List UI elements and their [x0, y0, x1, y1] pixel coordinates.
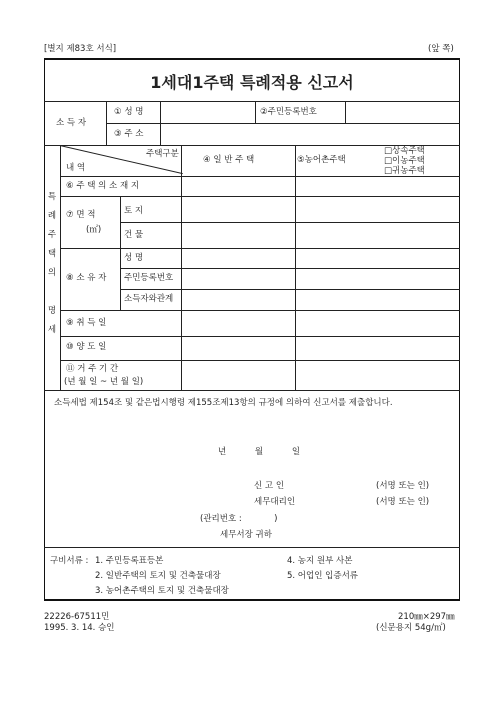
- declaration-date: 년 월 일: [218, 447, 301, 457]
- vertical-label-char: 주: [47, 230, 57, 240]
- form-title: 1세대1주택 특례적용 신고서: [150, 73, 354, 92]
- page-side: (앞 쪽): [428, 44, 454, 54]
- corner-top-label: 주택구분: [146, 149, 179, 159]
- document-item: 1. 주민등록표등본: [95, 556, 164, 566]
- acquisition-date-label: ⑨ 취 득 일: [66, 318, 107, 328]
- reporter-label: 신 고 인: [254, 481, 285, 491]
- document-item: 4. 농지 원부 사본: [287, 556, 353, 566]
- vertical-label-char: [44, 283, 60, 302]
- building-label: 건 물: [124, 230, 144, 240]
- corner-bottom-label: 내 역: [66, 163, 86, 173]
- details-vertical-label: [44, 188, 60, 340]
- vertical-label-char: 의: [47, 268, 57, 278]
- rural-option-3[interactable]: □귀농주택: [384, 166, 425, 176]
- declaration-text: 소득세법 제154조 및 같은법시행령 제155조제13항의 규정에 의하여 신고서를 제출합니다.: [54, 398, 393, 408]
- rural-option-1[interactable]: □상속주택: [384, 146, 425, 156]
- vertical-label-char: 택: [47, 249, 57, 259]
- paper-size: 210㎜×297㎜: [398, 612, 455, 622]
- agent-label: 세무대리인: [254, 497, 296, 507]
- residence-period-range: (년 월 일 ~ 년 월 일): [64, 377, 144, 387]
- address-label: ③ 주 소: [114, 129, 144, 139]
- name-field[interactable]: [161, 102, 254, 122]
- vertical-label-char: 특: [47, 192, 57, 202]
- approval-date: 1995. 3. 14. 승인: [44, 623, 115, 633]
- document-item: 2. 일반주택의 토지 및 건축물대장: [95, 571, 221, 581]
- vertical-label-char: 례: [47, 211, 57, 221]
- addressee: 세무서장 귀하: [220, 530, 272, 540]
- vertical-label-char: 명: [47, 306, 57, 316]
- address-field[interactable]: [161, 124, 458, 144]
- owner-name-label: 성 명: [124, 253, 144, 263]
- applicant-label: 소 득 자: [56, 118, 87, 128]
- owner-rrn-label: 주민등록번호: [124, 273, 174, 283]
- name-label: ① 성 명: [114, 107, 144, 117]
- owner-label: ⑧ 소 유 자: [66, 273, 107, 283]
- rural-house-header: ⑤농어촌주택: [297, 155, 346, 165]
- management-number: (관리번호 : ): [200, 514, 278, 524]
- location-label: ⑥ 주 택 의 소 재 지: [66, 181, 140, 191]
- document-item: 3. 농어촌주택의 토지 및 건축물대장: [95, 586, 229, 596]
- rrn-field[interactable]: [346, 102, 458, 122]
- agent-signature[interactable]: (서명 또는 인): [376, 497, 430, 507]
- area-unit: (㎡): [86, 225, 102, 235]
- reporter-signature[interactable]: (서명 또는 인): [376, 481, 430, 491]
- transfer-date-label: ⑩ 양 도 일: [66, 342, 107, 352]
- residence-period-label: ⑪ 거 주 기 간: [66, 364, 119, 374]
- owner-relation-label: 소득자와관계: [124, 294, 174, 304]
- vertical-label-char: 세: [47, 325, 57, 335]
- area-label: ⑦ 면 적: [66, 210, 96, 220]
- general-house-header: ④ 일 반 주 택: [203, 155, 255, 165]
- document-item: 5. 어업인 입증서류: [287, 571, 358, 581]
- form-code: 22226-67511민: [44, 612, 110, 622]
- land-label: 토 지: [124, 206, 144, 216]
- paper-type: (신문용지 54g/㎡): [376, 623, 446, 633]
- rrn-label: ②주민등록번호: [260, 107, 317, 117]
- documents-label: 구비서류 :: [50, 556, 89, 566]
- rural-option-2[interactable]: □이농주택: [384, 156, 425, 166]
- form-number: [별지 제83호 서식]: [44, 44, 117, 54]
